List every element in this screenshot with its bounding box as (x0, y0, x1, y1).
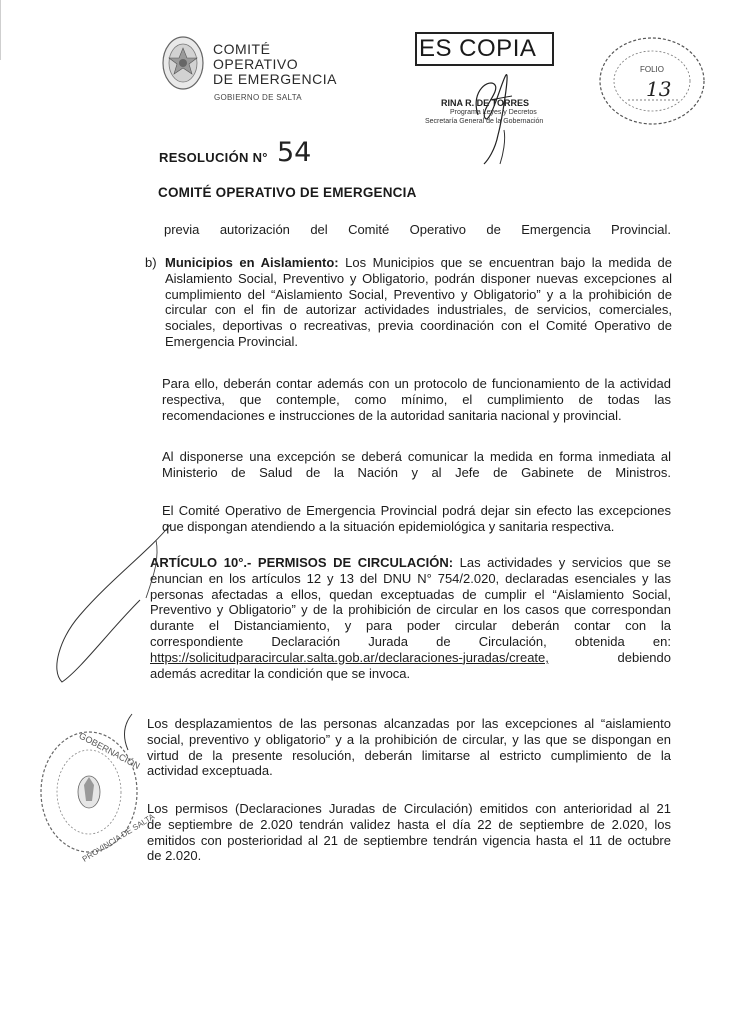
text-line: que dispongan atendiendo a la situación epidemiológica y sanitaria respectiva. (162, 518, 615, 534)
resolution-label: RESOLUCIÓN N° (159, 150, 268, 165)
stamp-signer-name: RINA R. DE TORRES (441, 98, 530, 108)
text-line (165, 255, 672, 271)
paragraph-b-title: Municipios en Aislamiento: (165, 255, 339, 270)
word: autorización (219, 222, 290, 237)
text-line: recomendaciones e instrucciones de la autoridad sanitaria nacional y provincial. (162, 407, 622, 423)
text-line: Para ello, deberán contar además con un protocolo de funcionamiento de la actividad (162, 376, 671, 391)
text-line: de septiembre de 2.020 tendrán validez hasta el día 22 de septiembre de 2.020, los (147, 816, 671, 832)
margin-rule (0, 0, 1, 60)
side-seal-top-text: GOBERNACIÓN (77, 730, 142, 772)
folio-seal-icon (596, 34, 708, 128)
text-line: social, preventivo y obligatorio” y a la prohibición de circular, y las que se dispongan en (147, 731, 671, 747)
paragraph-communicate (162, 449, 671, 481)
margin-initial-icon (40, 520, 180, 690)
paragraph-protocol (162, 376, 671, 423)
text-span: Las actividades y servicios que se (459, 555, 671, 570)
continuation-line (164, 222, 671, 238)
paragraph-revoke (162, 503, 671, 535)
text-line: Los permisos (Declaraciones Juradas de Circulación) emitidos con anterioridad al 21 (147, 801, 671, 816)
logo-line-1: COMITÉ (213, 41, 271, 57)
paragraph-permits (147, 801, 671, 864)
declaration-link[interactable]: https://solicitudparacircular.salta.gob.ar/declaraciones-juradas/create, (150, 649, 549, 665)
stamp-signer-office: Secretaría General de la Gobernación (425, 118, 544, 125)
text-line: sociales, deportivas o recreativas, previa coordinación con el Comité Operativo de (165, 318, 672, 334)
word: Provincial. (611, 222, 671, 237)
text-line: Preventivo y Obligatorio” y de la prohibición de circular en los casos que correspondan (150, 602, 671, 618)
list-marker-b: b) (145, 255, 157, 270)
signature-icon (440, 60, 550, 170)
government-seal-icon (34, 725, 157, 864)
text-line: Emergencia Provincial. (165, 333, 298, 349)
text-line: El Comité Operativo de Emergencia Provincial podrá dejar sin efecto las excepciones (162, 503, 671, 518)
logo-line-2: OPERATIVO (213, 56, 299, 72)
logo-subtitle: GOBIERNO DE SALTA (214, 93, 302, 102)
resolution-number: 54 (277, 137, 312, 168)
text-line: emitidos con posterioridad al 21 de septiembre tendrán vigencia hasta el 11 de octubre (147, 832, 671, 848)
text-line (150, 555, 671, 571)
text-line: Ministerio de Salud de la Nación y al Jefe de Gabinete de Ministros. (162, 464, 671, 480)
logo-line-3: DE EMERGENCIA (213, 71, 337, 87)
text-line: además acreditar la condición que se invoca. (150, 665, 411, 681)
text-line: respectiva, que contemple, como mínimo, el cumplimiento de todas las (162, 391, 671, 407)
committee-heading: COMITÉ OPERATIVO DE EMERGENCIA (158, 185, 417, 200)
text-span: debiendo (617, 649, 671, 665)
text-line: Al disponerse una excepción se deberá comunicar la medida en forma inmediata al (162, 449, 671, 464)
side-seal-bottom-text: PROVINCIA DE SALTA (80, 811, 157, 864)
coat-of-arms-icon (161, 34, 205, 92)
word: Emergencia (521, 222, 591, 237)
copy-stamp-text: ES COPIA (419, 35, 537, 62)
text-line: Los desplazamientos de las personas alcanzadas por las excepciones al “aislamiento (147, 716, 671, 731)
text-line: circular con el fin de autorizar actividades industriales, de servicios, comerciales, (165, 302, 672, 318)
text-line (150, 650, 671, 666)
word: Comité (348, 222, 390, 237)
text-line: cumplimiento del “Aislamiento Social, Preventivo y Obligatorio” y a la prohibición de (165, 286, 672, 302)
paragraph-movement (147, 716, 671, 779)
text-span: Los Municipios que se encuentran bajo la medida de (345, 255, 672, 270)
word: Operativo (409, 222, 467, 237)
text-line: Aislamiento Social, Preventivo y Obligatorio, podrán disponer nuevas excepciones al (165, 270, 672, 286)
text-line: virtud de la presente resolución, deberán limitarse al estricto cumplimiento de la (147, 747, 671, 763)
stamp-signer-role: Programa Leyes y Decretos (450, 109, 537, 116)
text-line: correspondiente Declaración Jurada de Circulación, obtenida en: (150, 633, 671, 649)
text-line: de 2.020. (147, 848, 202, 864)
word: del (310, 222, 328, 237)
text-line: enuncian en los artículos 12 y 13 del DNU N° 754/2.020, declaradas esenciales y las (150, 570, 671, 586)
folio-number: 13 (646, 77, 672, 101)
paragraph-b (165, 255, 672, 350)
text-line: personas afectadas a ellos, quedan exceptuadas de cumplir el “Aislamiento Social, (150, 586, 671, 602)
folio-label: FOLIO (640, 65, 665, 74)
article-10-title: ARTÍCULO 10°.- PERMISOS DE CIRCULACIÓN: (150, 555, 454, 570)
text-line: actividad exceptuada. (147, 763, 273, 779)
word: previa (164, 222, 200, 237)
article-10 (150, 555, 671, 681)
text-line: durante el Distanciamiento, y para poder circular deberán contar con la (150, 618, 671, 634)
word: de (486, 222, 501, 237)
